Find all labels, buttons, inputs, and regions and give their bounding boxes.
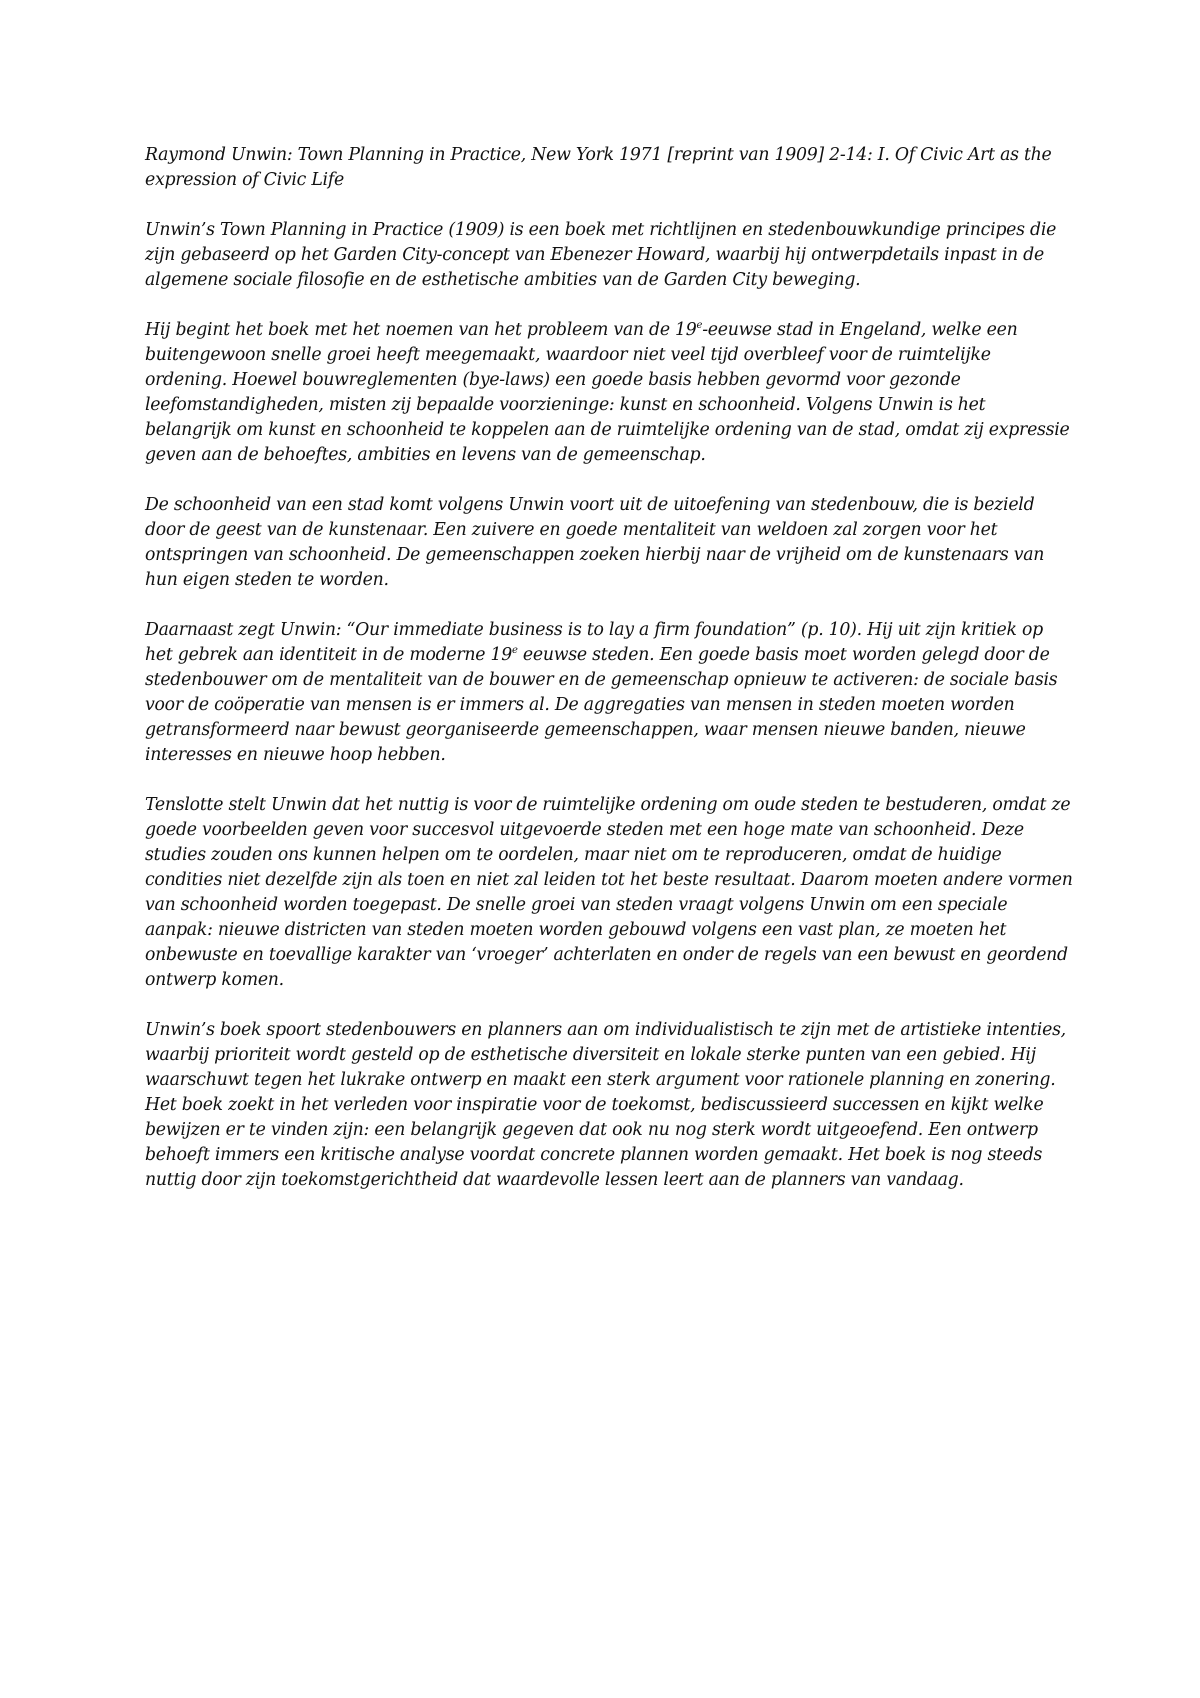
paragraph-beauty: De schoonheid van een stad komt volgens Unwin voort uit de uitoefening van stedenbouw, die is bezield door de geest van de kunstenaar. Een zuivere en goede mentaliteit van weldoen zal zorgen voor het ontspringen van schoonheid. De gemeenschappen zoeken hierbij naar de vrijheid om de kunstenaars van hun eigen steden te worden. — [145, 495, 1045, 590]
paragraph-intro: Unwin’s Town Planning in Practice (1909) is een boek met richtlijnen en stedenbouwkundige principes die zijn gebaseerd op het Garden City-concept van Ebenezer Howard, waarbij hij ontwerpdetails inpast in de algemene sociale filosofie en de esthetische ambities van de Garden City beweging. — [145, 220, 1057, 290]
document-body — [145, 143, 1075, 1218]
paragraph-foundation-text-end: eeuwse steden. Een goede basis moet worden gelegd door de stedenbouwer om de mentaliteit van de bouwer en de gemeenschap opnieuw te activeren: de sociale basis voor de coöperatie van mensen is er immers al. De aggregaties van mensen in steden moeten worden getransformeerd naar bewust georganiseerde gemeenschappen, waar mensen nieuwe banden, nieuwe interesses en nieuwe hoop hebben. — [145, 645, 1058, 765]
paragraph-problem-text-start: Hij begint het boek met het noemen van het probleem van de 19 — [145, 320, 697, 340]
paragraph-problem — [145, 318, 1075, 468]
paragraph-old-cities: Tenslotte stelt Unwin dat het nuttig is voor de ruimtelijke ordening om oude steden te bestuderen, omdat ze goede voorbeelden geven voor succesvol uitgevoerde steden met een hoge mate van schoonheid. Deze studies zouden ons kunnen helpen om te oordelen, maar niet om te reproduceren, omdat de huidige condities niet dezelfde zijn als toen en niet zal leiden tot het beste resultaat. Daarom moeten andere vormen van schoonheid worden toegepast. De snelle groei van steden vraagt volgens Unwin om een speciale aanpak: nieuwe districten van steden moeten worden gebouwd volgens een vast plan, ze moeten het onbewuste en toevallige karakter van ‘vroeger’ achterlaten en onder de regels van een bewust en geordend ontwerp komen. — [145, 795, 1073, 990]
paragraph-foundation — [145, 618, 1075, 768]
paragraph-problem-text-end: -eeuwse stad in Engeland, welke een buitengewoon snelle groei heeft meegemaakt, waardoor niet veel tijd overbleef voor de ruimtelijke ordening. Hoewel bouwreglementen (bye-laws) een goede basis hebben gevormd voor gezonde leefomstandigheden, misten zij bepaalde voorzieninge: kunst en schoonheid. Volgens Unwin is het belangrijk om kunst en schoonheid te koppelen aan de ruimtelijke ordening van de stad, omdat zij expressie geven aan de behoeftes, ambities en levens van de gemeenschap. — [145, 320, 1070, 465]
superscript-e: e — [512, 645, 518, 657]
superscript-e: e — [696, 320, 703, 332]
paragraph-conclusion: Unwin’s boek spoort stedenbouwers en planners aan om individualistisch te zijn met de artistieke intenties, waarbij prioriteit wordt gesteld op de esthetische diversiteit en lokale sterke punten van een gebied. Hij waarschuwt tegen het lukrake ontwerp en maakt een sterk argument voor rationele planning en zonering. Het boek zoekt in het verleden voor inspiratie voor de toekomst, bediscussieerd successen en kijkt welke bewijzen er te vinden zijn: een belangrijk gegeven dat ook nu nog sterk wordt uitgeoefend. Een ontwerp behoeft immers een kritische analyse voordat concrete plannen worden gemaakt. Het boek is nog steeds nuttig door zijn toekomstgerichtheid dat waardevolle lessen leert aan de planners van vandaag. — [145, 1020, 1066, 1190]
paragraph-foundation-text-start: Daarnaast zegt Unwin: “Our immediate business is to lay a firm foundation” (p. 10). Hij uit zijn kritiek op het gebrek aan identiteit in de moderne 19 — [145, 620, 1043, 665]
document-title: Raymond Unwin: Town Planning in Practice, New York 1971 [reprint van 1909] 2-14: I. Of Civic Art as the expression of Civic Life — [145, 145, 1052, 190]
